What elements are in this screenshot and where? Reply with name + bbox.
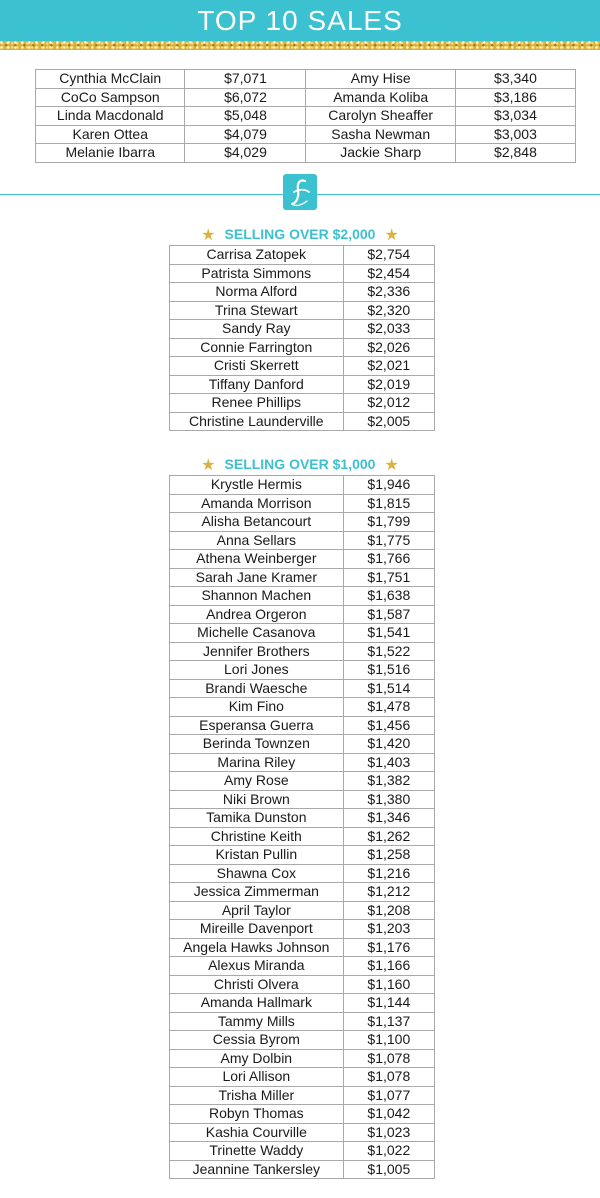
table-row: [36, 88, 576, 107]
sales-amount: $1,541: [343, 624, 434, 643]
seller-name: Jackie Sharp: [306, 144, 455, 163]
table-row: [170, 938, 435, 957]
seller-name: CoCo Sampson: [36, 88, 185, 107]
seller-name: Shannon Machen: [170, 587, 344, 606]
sales-amount: $1,346: [343, 809, 434, 828]
section-title-over-2000: [0, 225, 600, 245]
seller-name: Sasha Newman: [306, 125, 455, 144]
table-row: [170, 846, 435, 865]
sales-amount: $1,166: [343, 957, 434, 976]
script-f-logo-icon: [283, 174, 317, 210]
table-row: [170, 698, 435, 717]
sales-amount: $2,454: [343, 264, 434, 283]
over-2000-table: [169, 245, 435, 431]
table-row: [170, 550, 435, 569]
seller-name: Shawna Cox: [170, 864, 344, 883]
table-row: [170, 357, 435, 376]
table-row: [170, 246, 435, 265]
table-row: [36, 70, 576, 89]
top10-table: [35, 69, 576, 163]
table-row: [170, 1105, 435, 1124]
table-row: [170, 338, 435, 357]
table-row: [170, 661, 435, 680]
seller-name: Lori Jones: [170, 661, 344, 680]
table-row: [170, 1123, 435, 1142]
seller-name: Michelle Casanova: [170, 624, 344, 643]
table-row: [170, 772, 435, 791]
table-row: [170, 283, 435, 302]
sales-amount: $3,003: [455, 125, 575, 144]
table-row: [170, 320, 435, 339]
seller-name: Brandi Waesche: [170, 679, 344, 698]
header-banner: [0, 0, 600, 41]
seller-name: Sandy Ray: [170, 320, 344, 339]
seller-name: April Taylor: [170, 901, 344, 920]
star-icon: ★: [201, 227, 216, 244]
sales-amount: $1,587: [343, 605, 434, 624]
table-row: [170, 883, 435, 902]
seller-name: Christine Keith: [170, 827, 344, 846]
seller-name: Renee Phillips: [170, 394, 344, 413]
sales-amount: $1,078: [343, 1068, 434, 1087]
seller-name: Krystle Hermis: [170, 476, 344, 495]
sales-amount: $1,514: [343, 679, 434, 698]
table-row: [170, 531, 435, 550]
table-row: [170, 412, 435, 431]
table-row: [170, 642, 435, 661]
seller-name: Alisha Betancourt: [170, 513, 344, 532]
sales-amount: $1,203: [343, 920, 434, 939]
table-row: [170, 901, 435, 920]
sales-amount: $1,144: [343, 994, 434, 1013]
table-row: [170, 301, 435, 320]
table-row: [170, 375, 435, 394]
seller-name: Amy Rose: [170, 772, 344, 791]
seller-name: Anna Sellars: [170, 531, 344, 550]
seller-name: Trisha Miller: [170, 1086, 344, 1105]
sales-amount: $2,848: [455, 144, 575, 163]
table-row: [170, 605, 435, 624]
sales-amount: $2,754: [343, 246, 434, 265]
sales-amount: $1,023: [343, 1123, 434, 1142]
sales-amount: $1,478: [343, 698, 434, 717]
sales-amount: $1,946: [343, 476, 434, 495]
sales-amount: $1,766: [343, 550, 434, 569]
seller-name: Esperansa Guerra: [170, 716, 344, 735]
table-row: [170, 1086, 435, 1105]
sales-amount: $2,021: [343, 357, 434, 376]
sales-amount: $1,042: [343, 1105, 434, 1124]
seller-name: Norma Alford: [170, 283, 344, 302]
table-row: [170, 716, 435, 735]
divider-line-left: [0, 194, 283, 195]
sales-amount: $1,262: [343, 827, 434, 846]
seller-name: Jessica Zimmerman: [170, 883, 344, 902]
sales-amount: $1,522: [343, 642, 434, 661]
table-row: [170, 735, 435, 754]
sales-amount: $1,420: [343, 735, 434, 754]
seller-name: Sarah Jane Kramer: [170, 568, 344, 587]
page-title: TOP 10 SALES: [197, 5, 403, 36]
seller-name: Robyn Thomas: [170, 1105, 344, 1124]
table-row: [170, 975, 435, 994]
table-row: [170, 920, 435, 939]
section-title-over-1000: [0, 455, 600, 475]
table-row: [170, 994, 435, 1013]
sales-amount: $1,160: [343, 975, 434, 994]
sales-amount: $7,071: [185, 70, 306, 89]
seller-name: Tammy Mills: [170, 1012, 344, 1031]
table-row: [170, 809, 435, 828]
sales-amount: $1,208: [343, 901, 434, 920]
table-row: [170, 394, 435, 413]
table-row: [170, 679, 435, 698]
divider-line-right: [317, 194, 600, 195]
table-row: [170, 1142, 435, 1161]
seller-name: Amanda Hallmark: [170, 994, 344, 1013]
table-row: [170, 753, 435, 772]
table-row: [170, 624, 435, 643]
seller-name: Christine Launderville: [170, 412, 344, 431]
sales-amount: $2,033: [343, 320, 434, 339]
table-row: [36, 125, 576, 144]
sales-amount: $1,516: [343, 661, 434, 680]
table-row: [170, 1031, 435, 1050]
sales-amount: $1,022: [343, 1142, 434, 1161]
star-icon: ★: [384, 227, 399, 244]
section-label: SELLING OVER $1,000: [224, 456, 376, 472]
section-label: SELLING OVER $2,000: [224, 226, 376, 242]
table-row: [36, 144, 576, 163]
sales-amount: $1,078: [343, 1049, 434, 1068]
sales-amount: $1,005: [343, 1160, 434, 1179]
seller-name: Carrisa Zatopek: [170, 246, 344, 265]
table-row: [170, 957, 435, 976]
sales-amount: $4,079: [185, 125, 306, 144]
table-row: [170, 264, 435, 283]
seller-name: Cynthia McClain: [36, 70, 185, 89]
star-icon: ★: [201, 457, 216, 474]
seller-name: Tamika Dunston: [170, 809, 344, 828]
table-row: [170, 790, 435, 809]
seller-name: Amy Dolbin: [170, 1049, 344, 1068]
sales-amount: $1,380: [343, 790, 434, 809]
sales-amount: $1,176: [343, 938, 434, 957]
sales-amount: $2,026: [343, 338, 434, 357]
gold-glitter-strip: [0, 41, 600, 50]
table-row: [170, 494, 435, 513]
table-row: [170, 476, 435, 495]
seller-name: Melanie Ibarra: [36, 144, 185, 163]
seller-name: Patrista Simmons: [170, 264, 344, 283]
seller-name: Mireille Davenport: [170, 920, 344, 939]
seller-name: Kashia Courville: [170, 1123, 344, 1142]
sales-amount: $1,382: [343, 772, 434, 791]
sales-amount: $1,077: [343, 1086, 434, 1105]
sales-amount: $1,100: [343, 1031, 434, 1050]
sales-amount: $3,034: [455, 107, 575, 126]
sales-amount: $3,186: [455, 88, 575, 107]
table-row: [170, 568, 435, 587]
seller-name: Amanda Koliba: [306, 88, 455, 107]
seller-name: Lori Allison: [170, 1068, 344, 1087]
seller-name: Alexus Miranda: [170, 957, 344, 976]
seller-name: Connie Farrington: [170, 338, 344, 357]
table-row: [170, 827, 435, 846]
sales-amount: $1,751: [343, 568, 434, 587]
seller-name: Angela Hawks Johnson: [170, 938, 344, 957]
sales-amount: $1,403: [343, 753, 434, 772]
table-row: [170, 587, 435, 606]
table-row: [170, 1068, 435, 1087]
sales-amount: $2,019: [343, 375, 434, 394]
sales-amount: $2,320: [343, 301, 434, 320]
seller-name: Trinette Waddy: [170, 1142, 344, 1161]
table-row: [170, 1049, 435, 1068]
sales-amount: $1,212: [343, 883, 434, 902]
sales-amount: $2,012: [343, 394, 434, 413]
seller-name: Christi Olvera: [170, 975, 344, 994]
sales-amount: $1,638: [343, 587, 434, 606]
sales-amount: $5,048: [185, 107, 306, 126]
seller-name: Linda Macdonald: [36, 107, 185, 126]
seller-name: Jeannine Tankersley: [170, 1160, 344, 1179]
seller-name: Kim Fino: [170, 698, 344, 717]
table-row: [36, 107, 576, 126]
seller-name: Tiffany Danford: [170, 375, 344, 394]
sales-amount: $3,340: [455, 70, 575, 89]
table-row: [170, 864, 435, 883]
sales-amount: $2,336: [343, 283, 434, 302]
seller-name: Kristan Pullin: [170, 846, 344, 865]
seller-name: Andrea Orgeron: [170, 605, 344, 624]
sales-amount: $1,137: [343, 1012, 434, 1031]
seller-name: Amanda Morrison: [170, 494, 344, 513]
seller-name: Berinda Townzen: [170, 735, 344, 754]
sales-amount: $6,072: [185, 88, 306, 107]
seller-name: Cristi Skerrett: [170, 357, 344, 376]
sales-amount: $1,258: [343, 846, 434, 865]
table-row: [170, 1012, 435, 1031]
sales-amount: $2,005: [343, 412, 434, 431]
seller-name: Niki Brown: [170, 790, 344, 809]
seller-name: Jennifer Brothers: [170, 642, 344, 661]
table-row: [170, 513, 435, 532]
seller-name: Trina Stewart: [170, 301, 344, 320]
seller-name: Carolyn Sheaffer: [306, 107, 455, 126]
over-1000-table: [169, 475, 435, 1179]
sales-amount: $1,815: [343, 494, 434, 513]
seller-name: Athena Weinberger: [170, 550, 344, 569]
sales-amount: $1,456: [343, 716, 434, 735]
seller-name: Karen Ottea: [36, 125, 185, 144]
sales-amount: $1,216: [343, 864, 434, 883]
seller-name: Marina Riley: [170, 753, 344, 772]
sales-amount: $1,799: [343, 513, 434, 532]
star-icon: ★: [384, 457, 399, 474]
seller-name: Cessia Byrom: [170, 1031, 344, 1050]
seller-name: Amy Hise: [306, 70, 455, 89]
table-row: [170, 1160, 435, 1179]
sales-amount: $1,775: [343, 531, 434, 550]
sales-amount: $4,029: [185, 144, 306, 163]
